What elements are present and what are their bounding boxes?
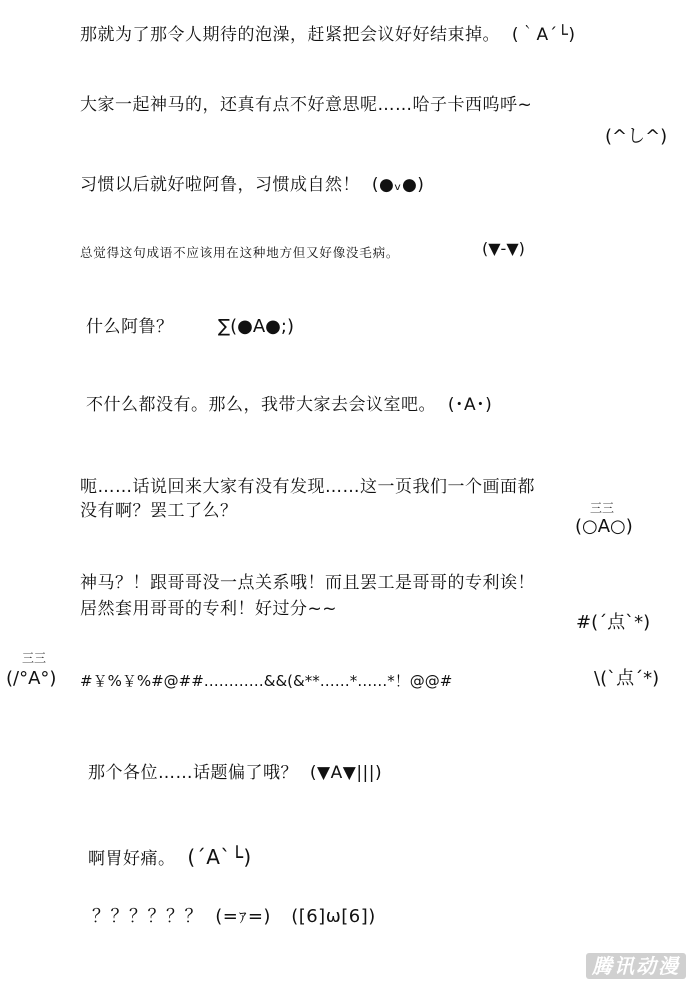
dialogue-text: 呃……话说回来大家有没有发现……这一页我们一个画面都	[80, 477, 535, 497]
kaomoji: #(´点`*)	[576, 612, 651, 633]
kaomoji: (▼A▼|||)	[309, 763, 383, 783]
dialogue-text: 不什么都没有。那么，我带大家去会议室吧。	[86, 395, 436, 415]
dialogue-line-4	[80, 242, 399, 264]
kaomoji: (｀A´└)	[511, 25, 576, 45]
dialogue-text: 那就为了那令人期待的泡澡，赶紧把会议好好结束掉。	[80, 25, 500, 45]
dialogue-text: 啊胃好痛。	[88, 849, 176, 869]
dialogue-line-6	[86, 394, 492, 416]
kaomoji: (･A･)	[447, 395, 493, 415]
dialogue-line-11	[88, 846, 252, 870]
kaomoji: ∑(●A●;)	[218, 316, 294, 337]
dialogue-line-3	[80, 174, 424, 196]
dialogue-text: #￥%￥%#@##…………&&(&**……*……*！@@#	[80, 672, 453, 690]
dialogue-text: 总觉得这句成语不应该用在这种地方但又好像没毛病。	[80, 245, 400, 260]
kaomoji: (▼-▼)	[482, 239, 525, 258]
dialogue-text: ？？？？？？	[92, 906, 203, 927]
dialogue-text: 神马？！跟哥哥没一点关系哦！而且罢工是哥哥的专利诶！	[80, 573, 535, 593]
dialogue-line-1	[80, 24, 576, 46]
kaomoji: (/°A°)	[6, 668, 57, 689]
dialogue-text: 大家一起神马的，还真有点不好意思呢……哈子卡西呜呼~	[80, 95, 533, 115]
dialogue-line-8a	[80, 572, 535, 594]
kaomoji: \(`点´*)	[594, 668, 660, 689]
dialogue-line-7a	[80, 476, 535, 498]
dialogue-text: 居然套用哥哥的专利！好过分~~	[80, 599, 337, 619]
watermark-logo: 腾讯动漫	[586, 953, 686, 979]
kaomoji-speedlines: 三三	[22, 651, 47, 665]
dialogue-text: 没有啊？罢工了么？	[80, 501, 238, 521]
dialogue-line-8b	[80, 598, 337, 620]
dialogue-line-9	[80, 670, 452, 692]
dialogue-text: 习惯以后就好啦阿鲁，习惯成自然！	[80, 175, 360, 195]
dialogue-text: 什么阿鲁？	[86, 317, 174, 337]
dialogue-text: 那个各位……话题偏了哦？	[88, 763, 298, 783]
dialogue-line-10	[88, 762, 382, 784]
kaomoji: (●ᵥ●)	[371, 175, 425, 195]
kaomoji: (=ｧ=)	[215, 906, 271, 927]
kaomoji: (´A`└)	[187, 845, 252, 869]
kaomoji-speedlines: 三三	[590, 501, 615, 515]
kaomoji: ([6]ω[6])	[291, 906, 376, 927]
dialogue-line-2	[80, 94, 532, 116]
kaomoji: (○A○)	[575, 516, 633, 537]
kaomoji: (^し^)	[605, 126, 668, 147]
dialogue-line-7b	[80, 500, 238, 522]
dialogue-line-12	[92, 906, 376, 928]
dialogue-line-5	[86, 316, 174, 338]
